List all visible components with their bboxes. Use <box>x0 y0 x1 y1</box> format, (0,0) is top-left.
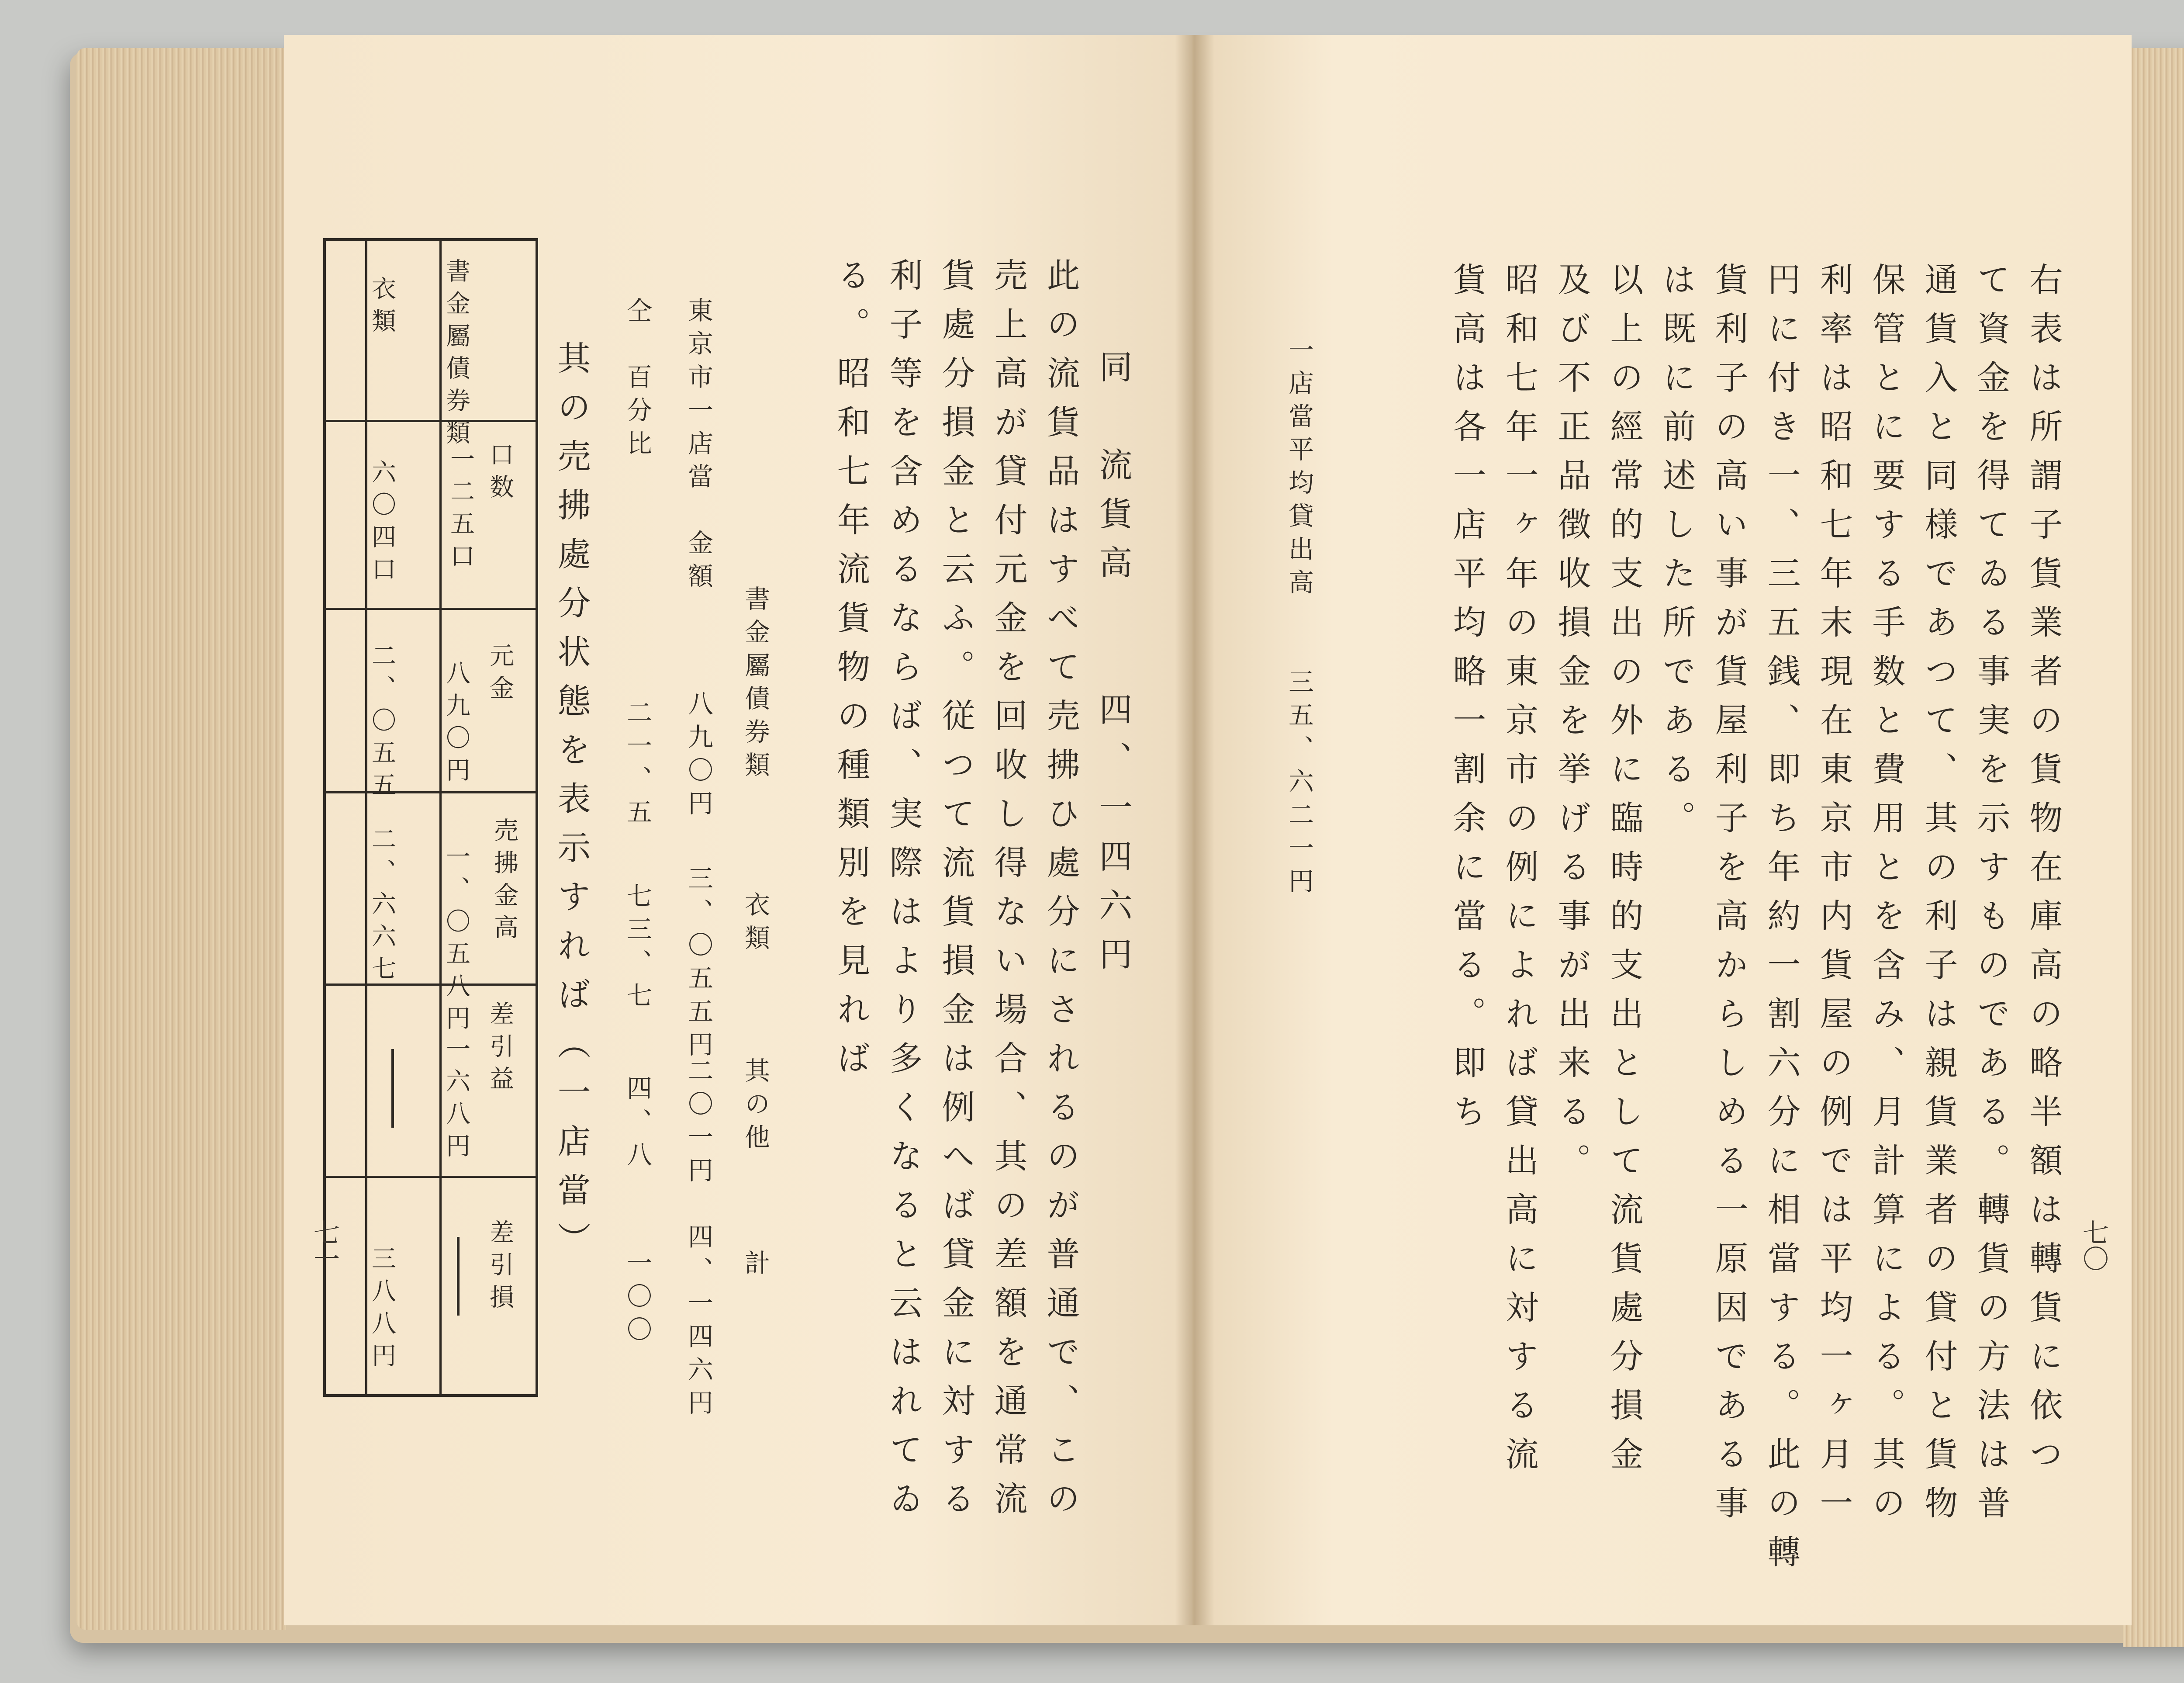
page-stack-right <box>2123 48 2184 1647</box>
page-stack-left <box>76 48 286 1630</box>
table-header: 売拂金高 <box>490 817 518 947</box>
table-header: 差引損 <box>486 1219 514 1316</box>
stat-pct-other: 四、八 <box>622 1075 652 1174</box>
page-number: 七〇 <box>2078 1219 2109 1271</box>
stat-pct-clothes: 七三、七 <box>622 883 652 1015</box>
stat-amount-clothes: 三、〇五五円 <box>684 865 713 1064</box>
text-column: 及び不正品徴收損金を挙げる事が出来る。 <box>1552 262 1591 1192</box>
text-column: 利率は昭和七年末現在東京市内貨屋の例では平均一ヶ月一 <box>1814 262 1853 1534</box>
table-row-label: 書金屬債券類 <box>442 258 470 452</box>
page-number: 七一 <box>309 1219 340 1271</box>
text-column: 此の流貨品はすべて売拂ひ處分にされるのが普通で、この <box>1041 258 1080 1530</box>
stat-pct-books: 二一、五 <box>622 699 652 832</box>
table-cell: 三八八円 <box>368 1246 396 1375</box>
stat-amount-other: 二〇一円 <box>684 1057 713 1190</box>
table-cell: 二、六六七 <box>368 826 396 988</box>
stat-amount-books: 八九〇円 <box>684 690 713 823</box>
table-cell: 二、〇五五 <box>368 643 396 804</box>
text-column: 保管とに要する手数と費用とを含み、月計算による。其の <box>1867 262 1906 1534</box>
disposal-table <box>323 238 538 1397</box>
text-column: 其の売拂處分状態を表示すれば（一店當） <box>552 341 591 1271</box>
table-cell: 一、〇五八円 <box>442 844 470 1038</box>
text-column: 右表は所謂子貨業者の貨物在庫高の略半額は轉貨に依つ <box>2024 262 2063 1486</box>
text-column: 以上の經常的支出の外に臨時的支出として流貨處分損金 <box>1605 262 1644 1486</box>
text-column: て資金を得てゐる事実を示すものである。轉貨の方法は普 <box>1972 262 2011 1534</box>
table-header: 差引益 <box>486 1001 514 1098</box>
table-header: 元金 <box>486 643 514 707</box>
text-column: 同 流貨高 四、一四六円 <box>1094 350 1133 986</box>
text-column: 貨處分損金と云ふ。従つて流貨損金は例へば貸金に対する <box>936 258 975 1530</box>
text-column: 昭和七年一ヶ年の東京市の例によれば貸出高に対する流 <box>1500 262 1539 1486</box>
table-row-label: 衣類 <box>368 276 396 340</box>
stat-pct-total: 一〇〇 <box>622 1250 652 1349</box>
text-column: 売上高が貸付元金を回收し得ない場合、其の差額を通常流 <box>989 258 1028 1530</box>
stat-col-misc: 其の他 <box>740 1057 770 1157</box>
stat-col-total: 計 <box>740 1250 770 1283</box>
table-cell: 八九〇円 <box>442 660 470 790</box>
stat-amount-total: 四、一四六円 <box>684 1223 713 1423</box>
table-cell: 六〇四口 <box>368 459 396 589</box>
text-column: 利子等を含めるならば、実際はより多くなると云はれてゐ <box>884 258 923 1530</box>
text-column: は既に前述した所である。 <box>1657 262 1696 849</box>
text-column: 一店當平均貸出高 三五、六二一円 <box>1284 336 1314 901</box>
gutter-shadow <box>1175 35 1214 1625</box>
table-dash <box>457 1237 460 1316</box>
text-column: 通貨入と同様であつて、其の利子は親貨業者の貸付と貨物 <box>1919 262 1958 1534</box>
text-column: 貨高は各一店平均略一割余に當る。即ち <box>1448 262 1486 1143</box>
table-dash <box>391 1049 394 1128</box>
table-cell: 一二五口 <box>446 446 475 575</box>
text-column: 貨利子の高い事が貨屋利子を高からしめる一原因である事 <box>1710 262 1749 1534</box>
text-column: る。昭和七年流貨物の種類別を見れば <box>832 258 871 1090</box>
stat-col-clothes: 衣類 <box>740 891 770 958</box>
stat-header: 書金屬債券類 <box>740 585 770 785</box>
table-cell: 一六八円 <box>442 1036 470 1165</box>
table-header: 口数 <box>486 442 514 506</box>
text-column: 円に付き一、三五銭、即ち年約一割六分に相當する。此の轉 <box>1762 262 1801 1583</box>
stat-row-amount-label: 東京市一店當 金額 <box>684 297 713 596</box>
stat-row-pct-label: 仝 百分比 <box>622 297 652 463</box>
